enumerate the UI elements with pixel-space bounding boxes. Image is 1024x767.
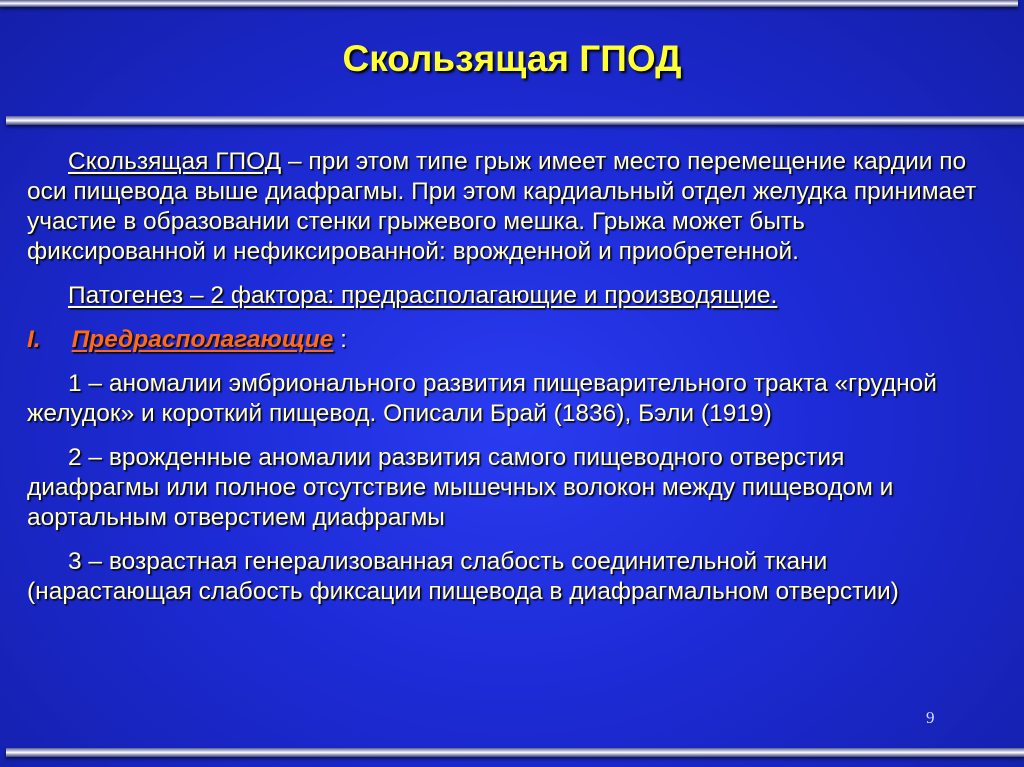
pathogenesis-line (27, 281, 977, 311)
top-rule (0, 0, 1018, 7)
list-item: 1 – аномалии эмбрионального развития пищеварительного тракта «грудной желудок» и короткий пищевод. Описали Брай (1836), Бэли (1919) (27, 370, 937, 427)
slide-title: Скользящая ГПОД (342, 38, 682, 79)
section-heading (27, 325, 977, 355)
section-label: Предрасполагающие (71, 326, 334, 353)
bottom-rule (6, 748, 1024, 757)
list-item: 2 – врожденные аномалии развития самого пищеводного отверстия диафрагмы или полное отсутствие мышечных волокон между пищеводом и аортальным отверстием диафрагмы (27, 444, 894, 531)
definition-text: – при этом типе грыж имеет место перемещение кардии по оси пищевода выше диафрагмы. При этом кардиальный отдел желудка принимает участие в образовании стенки грыжевого мешка. Грыжа может быть фиксированной и нефиксированной: врожденной и приобретенной. (27, 148, 977, 265)
definition-paragraph (27, 147, 977, 267)
slide-body (27, 147, 977, 621)
definition-term: Скользящая ГПОД (68, 148, 282, 175)
pathogenesis-text: Патогенез – 2 фактора: предрасполагающие и производящие. (68, 282, 778, 309)
section-numeral: I. (27, 326, 41, 353)
page-number: 9 (926, 708, 935, 727)
list-item: 3 – возрастная генерализованная слабость соединительной ткани (нарастающая слабость фиксации пищевода в диафрагмальном отверстии) (27, 548, 899, 605)
title-divider (6, 116, 1024, 125)
section-suffix: : (333, 326, 347, 353)
